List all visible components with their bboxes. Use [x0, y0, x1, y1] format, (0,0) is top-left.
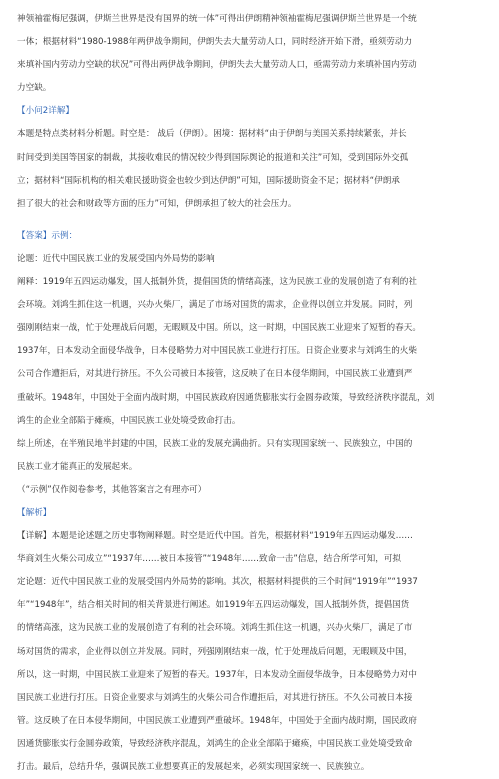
paragraph-line: 本题是特点类材料分析题。时空是： 战后（伊朗）。困境：据材料“由于伊朗与美国关系持续紧张，并长 — [17, 129, 407, 140]
answer-paragraph-line: 重破坏。1948年，中国处于全面内战时期，中国民族政府因通货膨胀实行金圆券政策，导致经济秩序混乱，刘 — [17, 392, 435, 403]
answer-paragraph-line: 会环境。刘鸿生抓住这一机遇，兴办火柴厂，满足了市场对国货的需求，企业得以创立并发展。同时，列 — [17, 300, 413, 311]
paragraph-line: 所以，这一时期，中国民族工业迎来了短暂的春天。1937年，日本发动全面侵华战争，日本侵略势力对中 — [17, 669, 417, 680]
paragraph-line: 的情绪高涨，这为民族工业的发展创造了有利的社会环境。刘鸿生抓住这一机遇，兴办火柴厂，满足了市 — [17, 623, 413, 634]
paragraph-line: 时间受到美国等国家的制裁，其接收难民的情况较少得到国际舆论的报道和关注”可知，受到国际外交孤 — [17, 152, 409, 163]
paragraph-line: 国民族工业进行打压。日资企业要求与刘鸿生的火柴公司合作遭拒后，对其进行挤压。不久公司被日本接 — [17, 692, 413, 703]
section-heading-line: 【答案】示例： — [17, 230, 78, 241]
paragraph-line: 担了很大的社会和财政等方面的压力”可知，伊朗承担了较大的社会压力。 — [17, 198, 297, 209]
answer-paragraph-line: 综上所述，在半殖民地半封建的中国，民族工业的发展充满曲折。只有实现国家统一、民族独立，中国的 — [17, 438, 413, 449]
paragraph-line: 场对国货的需求，企业得以创立并发展。同时，列强刚刚结束一战，忙于处理战后问题，无暇顾及中国， — [17, 646, 413, 657]
paragraph-line: 华商刘生火柴公司成立”“1937年……被日本接管”“1948年……致命一击”信息，结合所学可知，可拟 — [17, 554, 401, 565]
answer-paragraph-line: 民族工业才能真正的发展起来。 — [17, 461, 138, 472]
paragraph-line: 打击。最后，总结升华，强调民族工业想要真正的发展起来，必须实现国家统一、民族独立。 — [17, 762, 370, 772]
paragraph-line: 力空缺。 — [17, 83, 52, 94]
paragraph-line: 定论题：近代中国民族工业的发展受国内外局势的影响。其次，根据材料提供的三个时间“1919年”“1937 — [17, 577, 418, 588]
answer-paragraph-line: 1937年，日本发动全面侵华战争，日本侵略势力对中国民族工业进行打压。日资企业要求与刘鸿生的火柴 — [17, 346, 417, 357]
section-heading-line: 【小问2详解】 — [17, 106, 75, 117]
paragraph-line: 来填补国内劳动力空缺的状况”可得出两伊战争期间，伊朗失去大量劳动人口，亟需劳动力来填补国内劳动 — [17, 60, 417, 71]
answer-paragraph-line: 阐释：1919年五四运动爆发，国人抵制外货，提倡国货的情绪高涨，这为民族工业的发展创造了有利的社 — [17, 277, 417, 288]
section-heading-line: 【解析】 — [17, 507, 52, 518]
paragraph-line: 立；据材料“国际机构的相关难民援助资金也较少到达伊朗”可知，国际援助资金不足；据材料“伊朗承 — [17, 175, 400, 186]
answer-paragraph-line: 强刚刚结束一战，忙于处理战后问题，无暇顾及中国。所以，这一时期，中国民族工业迎来了短暂的春天。 — [17, 323, 421, 334]
answer-paragraph-line: 鸿生的企业全部陷于瘫痪，中国民族工业处境受致命打击。 — [17, 415, 241, 426]
paragraph-line: 因通货膨胀实行金圆券政策，导致经济秩序混乱，刘鸿生的企业全部陷于瘫痪，中国民族工业处境受致命 — [17, 738, 413, 749]
paragraph-line: 【详解】本题是论述题之历史事物阐释题。时空是近代中国。首先，根据材料“1919年五四运动爆发…… — [17, 531, 413, 542]
answer-paragraph-line: 公司合作遭拒后，对其进行挤压。不久公司被日本接管，这反映了在日本侵华期间，中国民族工业遭到严 — [17, 369, 413, 380]
answer-paragraph-line: （“示例”仅作阅卷参考，其他答案言之有理亦可） — [17, 484, 207, 495]
paragraph-line: 管。这反映了在日本侵华期间，中国民族工业遭到严重破坏。1948年，中国处于全面内战时期，国民政府 — [17, 715, 417, 726]
spacer — [17, 216, 487, 225]
paragraph-line: 年”“1948年”，结合相关时间的相关背景进行阐述。如1919年五四运动爆发，国人抵制外货，提倡国货 — [17, 600, 410, 611]
paragraph-line: 一体；根据材料“1980-1988年两伊战争期间，伊朗失去大量劳动人口，同时经济开始下滑，亟须劳动力 — [17, 37, 413, 48]
answer-paragraph-line: 论题：近代中国民族工业的发展受国内外局势的影响 — [17, 253, 215, 264]
paragraph-line: 神领袖霍梅尼强调，伊斯兰世界是没有国界的统一体”可得出伊朗精神领袖霍梅尼强调伊斯兰世界是一个统 — [17, 14, 417, 24]
